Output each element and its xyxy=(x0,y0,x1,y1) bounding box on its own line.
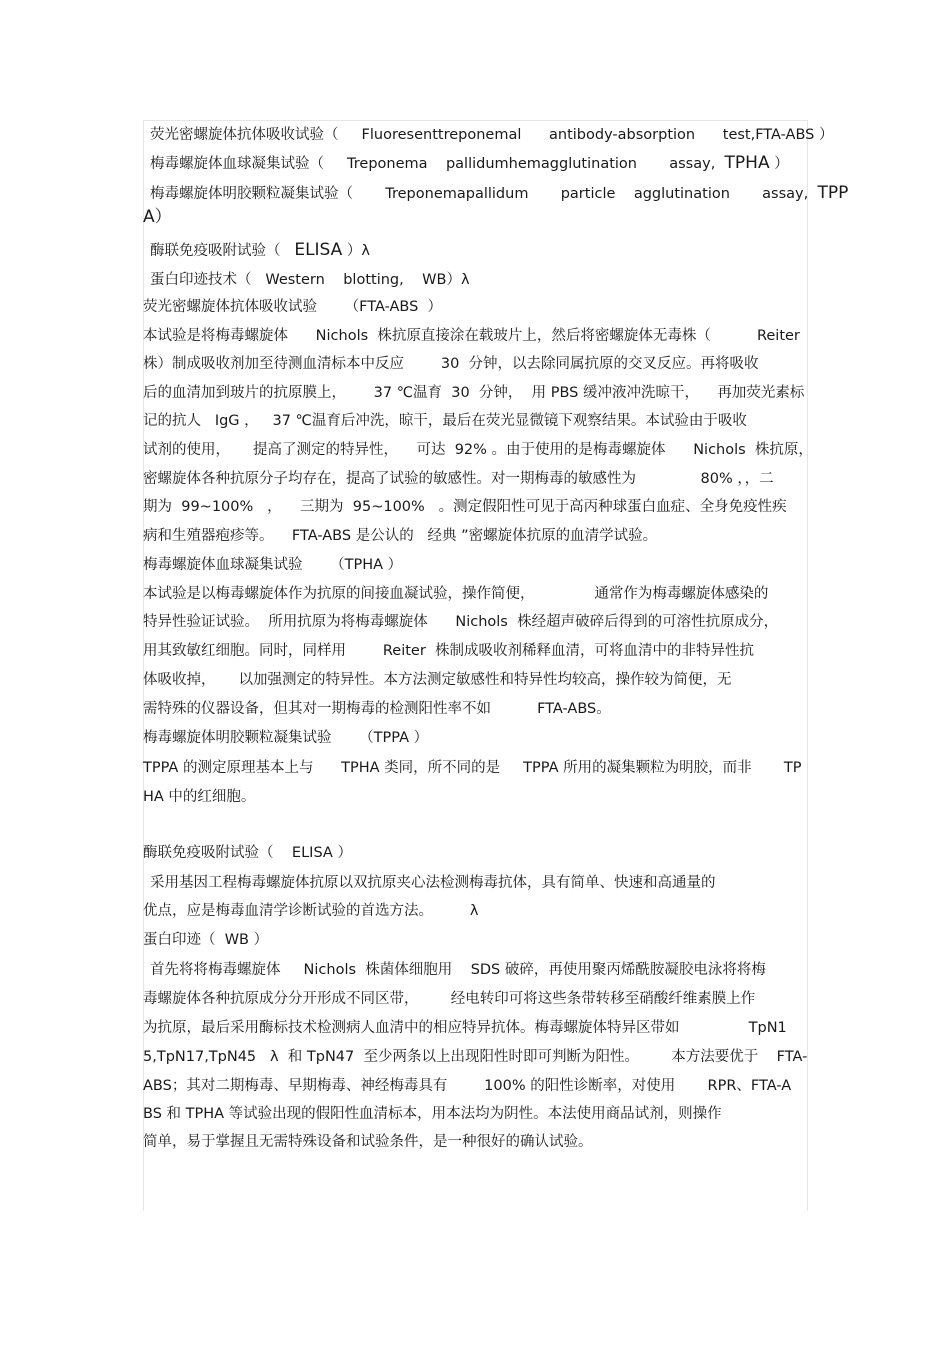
intro-line-3-abbr: TPP xyxy=(817,183,849,203)
elisa-line: 优点，应是梅毒血清学诊断试验的首选方法。 λ xyxy=(143,903,479,919)
intro-line-4-abbr: ELISA xyxy=(294,240,343,260)
wb-heading: 蛋白印迹（ WB ） xyxy=(143,932,269,948)
fta-line: 记的抗人 IgG ， 37 ℃温育后冲洗，晾干，最后在荧光显微镜下观察结果。本试验由于吸收 xyxy=(143,413,747,429)
tpha-line: 体吸收掉， 以加强测定的特异性。本方法测定敏感性和特异性均较高，操作较为简便，无 xyxy=(143,672,732,688)
wb-line: 毒螺旋体各种抗原成分分开形成不同区带， 经电转印可将这些条带转移至硝酸纤维素膜上作 xyxy=(143,991,756,1007)
fta-line: 本试验是将梅毒螺旋体 Nichols 株抗原直接涂在载玻片上，然后将密螺旋体无毒株（ Reiter xyxy=(143,328,800,344)
intro-line-4-text: 酶联免疫吸附试验（ xyxy=(150,243,295,259)
intro-line-3-text: 梅毒螺旋体明胶颗粒凝集试验（ Treponemapallidum particle agglutination assay, xyxy=(150,186,818,202)
tpha-line: 特异性验证试验。 所用抗原为将梅毒螺旋体 Nichols 株经超声破碎后得到的可溶性抗原成分， xyxy=(143,614,779,630)
elisa-heading: 酶联免疫吸附试验（ ELISA ） xyxy=(143,845,352,861)
fta-line: 试剂的使用， 提高了测定的特异性， 可达 92% 。由于使用的是梅毒螺旋体 Nichols 株抗原， xyxy=(143,442,813,458)
fta-line: 密螺旋体各种抗原分子均存在，提高了试验的敏感性。对一期梅毒的敏感性为 80% ，，二 xyxy=(143,471,774,487)
intro-line-3 xyxy=(150,183,849,204)
wb-line: ABS；其对二期梅毒、早期梅毒、神经梅毒具有 100% 的阳性诊断率，对使用 RPR、FTA-A xyxy=(143,1078,792,1094)
tppa-heading: 梅毒螺旋体明胶颗粒凝集试验 （TPPA ） xyxy=(143,730,429,746)
wb-line: 5,TpN17,TpN45 λ 和 TpN47 至少两条以上出现阳性时即可判断为阳性。 本方法要优于 FTA- xyxy=(143,1049,808,1065)
fta-line: 株）制成吸收剂加至待测血清标本中反应 30 分钟，以去除同属抗原的交叉反应。再将吸收 xyxy=(143,356,759,372)
intro-line-5: 蛋白印迹技术（ Western blotting, WB）λ xyxy=(150,272,470,288)
tpha-heading: 梅毒螺旋体血球凝集试验 （TPHA ） xyxy=(143,557,403,573)
intro-line-2-text: 梅毒螺旋体血球凝集试验（ Treponema pallidumhemagglutination assay, xyxy=(150,156,725,172)
tpha-line: 本试验是以梅毒螺旋体作为抗原的间接血凝试验，操作简便， 通常作为梅毒螺旋体感染的 xyxy=(143,586,769,602)
intro-line-4 xyxy=(150,240,808,261)
wb-line: 首先将将梅毒螺旋体 Nichols 株菌体细胞用 SDS 破碎，再使用聚丙烯酰胺凝胶电泳将将梅 xyxy=(150,962,766,978)
wb-line: 简单，易于掌握且无需特殊设备和试验条件，是一种很好的确认试验。 xyxy=(143,1134,593,1150)
fta-heading: 荧光密螺旋体抗体吸收试验 （FTA-ABS ） xyxy=(143,299,443,315)
intro-line-4-end: ）λ xyxy=(342,243,370,259)
wb-line: BS 和 TPHA 等试验出现的假阳性血清标本，用本法均为阴性。本法使用商品试剂，则操作 xyxy=(143,1106,722,1122)
wb-line: 为抗原，最后采用酶标技术检测病人血清中的相应特异抗体。梅毒螺旋体特异区带如 TpN1 xyxy=(143,1020,787,1036)
tpha-line: 用其致敏红细胞。同时，同样用 Reiter 株制成吸收剂稀释血清，可将血清中的非特异性抗 xyxy=(143,643,755,659)
intro-line-2-abbr: TPHA xyxy=(724,153,770,173)
tppa-line: HA 中的红细胞。 xyxy=(143,789,256,805)
elisa-line: 采用基因工程梅毒螺旋体抗原以双抗原夹心法检测梅毒抗体，具有简单、快速和高通量的 xyxy=(150,875,716,891)
intro-line-1: 荧光密螺旋体抗体吸收试验（ Fluoresenttreponemal antibody-absorption test,FTA-ABS ） xyxy=(150,127,834,143)
intro-line-3b: A） xyxy=(143,207,172,227)
fta-line: 病和生殖器疱疹等。 FTA-ABS 是公认的 经典 ”密螺旋体抗原的血清学试验。 xyxy=(143,528,658,544)
fta-line: 期为 99~100% ， 三期为 95~100% 。测定假阳性可见于高丙种球蛋白血症、全身免疫性疾 xyxy=(143,499,787,515)
intro-line-2 xyxy=(150,153,808,174)
intro-line-2-end: ） xyxy=(769,156,789,172)
tppa-line: TPPA 的测定原理基本上与 TPHA 类同，所不同的是 TPPA 所用的凝集颗粒为明胶，而非 TP xyxy=(143,760,802,776)
tpha-line: 需特殊的仪器设备，但其对一期梅毒的检测阳性率不如 FTA-ABS。 xyxy=(143,701,611,717)
fta-line: 后的血清加到玻片的抗原膜上， 37 ℃温育 30 分钟， 用 PBS 缓冲液冲洗晾干， 再加荧光素标 xyxy=(143,385,805,401)
